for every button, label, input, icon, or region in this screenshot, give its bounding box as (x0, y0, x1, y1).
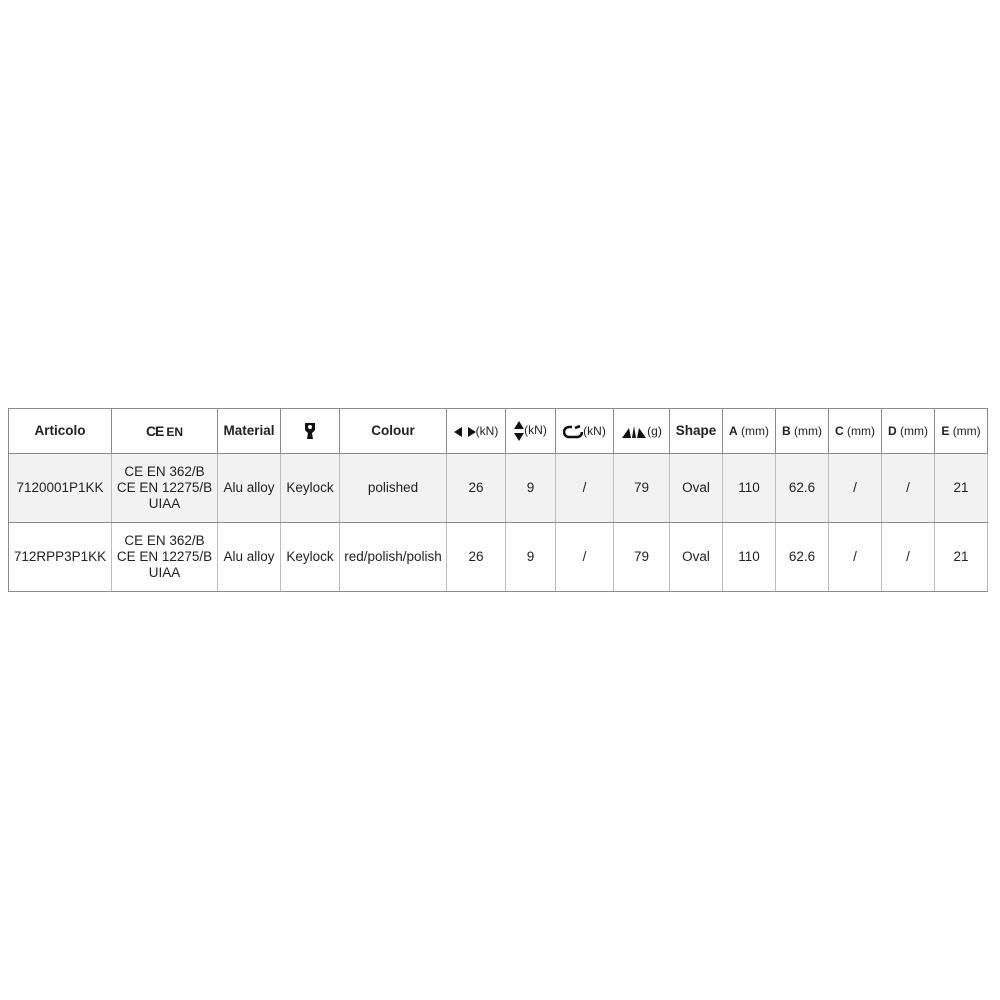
norm-line: CE EN 362/B (124, 464, 205, 479)
header-e-unit: (mm) (952, 424, 981, 438)
norm-line: CE EN 12275/B (116, 549, 213, 564)
table-row (9, 523, 988, 592)
header-norms (112, 409, 218, 454)
norm-line: CE EN 362/B (124, 533, 205, 548)
header-d (882, 409, 935, 454)
header-gate-open-unit: (kN) (583, 424, 606, 438)
header-a-label: A (729, 424, 738, 438)
cell-major-axis: 26 (447, 523, 506, 592)
header-minor-axis-unit: (kN) (524, 423, 547, 438)
header-c-unit: (mm) (847, 424, 875, 438)
cell-shape: Oval (670, 454, 723, 523)
cell-e: 21 (935, 454, 988, 523)
horizontal-arrows-icon (454, 427, 476, 437)
cell-gate-open: / (556, 454, 614, 523)
norm-line: UIAA (148, 496, 181, 511)
keylock-icon (303, 422, 317, 440)
cell-c: / (829, 454, 882, 523)
cell-norms (112, 523, 218, 592)
header-d-label: D (888, 424, 897, 438)
cell-e: 21 (935, 523, 988, 592)
header-en: EN (166, 424, 184, 439)
header-gate (281, 409, 340, 454)
header-major-axis-unit: (kN) (475, 424, 499, 438)
header-b (776, 409, 829, 454)
cell-b: 62.6 (776, 454, 829, 523)
cell-weight: 79 (614, 523, 670, 592)
header-c (829, 409, 882, 454)
header-e-label: E (941, 424, 950, 438)
header-minor-axis (506, 409, 556, 454)
header-d-unit: (mm) (900, 424, 928, 438)
weight-icon (621, 425, 647, 439)
header-gate-open (556, 409, 614, 454)
cell-colour: red/polish/polish (340, 523, 447, 592)
cell-d: / (882, 523, 935, 592)
cell-d: / (882, 454, 935, 523)
cell-articolo: 7120001P1KK (9, 454, 112, 523)
vertical-arrows-icon (514, 421, 524, 441)
norm-line: UIAA (148, 565, 181, 580)
gate-open-icon (563, 425, 583, 439)
header-e (935, 409, 988, 454)
header-a (723, 409, 776, 454)
cell-a: 110 (723, 454, 776, 523)
cell-weight: 79 (614, 454, 670, 523)
header-row (9, 409, 988, 454)
header-colour: Colour (340, 409, 447, 454)
cell-material: Alu alloy (218, 454, 281, 523)
header-weight (614, 409, 670, 454)
cell-b: 62.6 (776, 523, 829, 592)
cell-minor-axis: 9 (506, 523, 556, 592)
header-shape: Shape (670, 409, 723, 454)
cell-a: 110 (723, 523, 776, 592)
cell-shape: Oval (670, 523, 723, 592)
ce-mark: CE (145, 422, 164, 439)
header-b-label: B (782, 424, 791, 438)
header-articolo: Articolo (9, 409, 112, 454)
cell-articolo: 712RPP3P1KK (9, 523, 112, 592)
header-material: Material (218, 409, 281, 454)
cell-gate: Keylock (281, 454, 340, 523)
header-c-label: C (835, 424, 844, 438)
cell-c: / (829, 523, 882, 592)
norm-line: CE EN 12275/B (116, 480, 213, 495)
header-major-axis (447, 409, 506, 454)
cell-major-axis: 26 (447, 454, 506, 523)
cell-gate: Keylock (281, 523, 340, 592)
spec-table (8, 408, 988, 592)
cell-norms (112, 454, 218, 523)
header-a-unit: (mm) (741, 424, 769, 438)
cell-minor-axis: 9 (506, 454, 556, 523)
cell-material: Alu alloy (218, 523, 281, 592)
cell-colour: polished (340, 454, 447, 523)
cell-gate-open: / (556, 523, 614, 592)
header-b-unit: (mm) (794, 424, 822, 438)
header-weight-unit: (g) (647, 424, 662, 438)
table-row (9, 454, 988, 523)
